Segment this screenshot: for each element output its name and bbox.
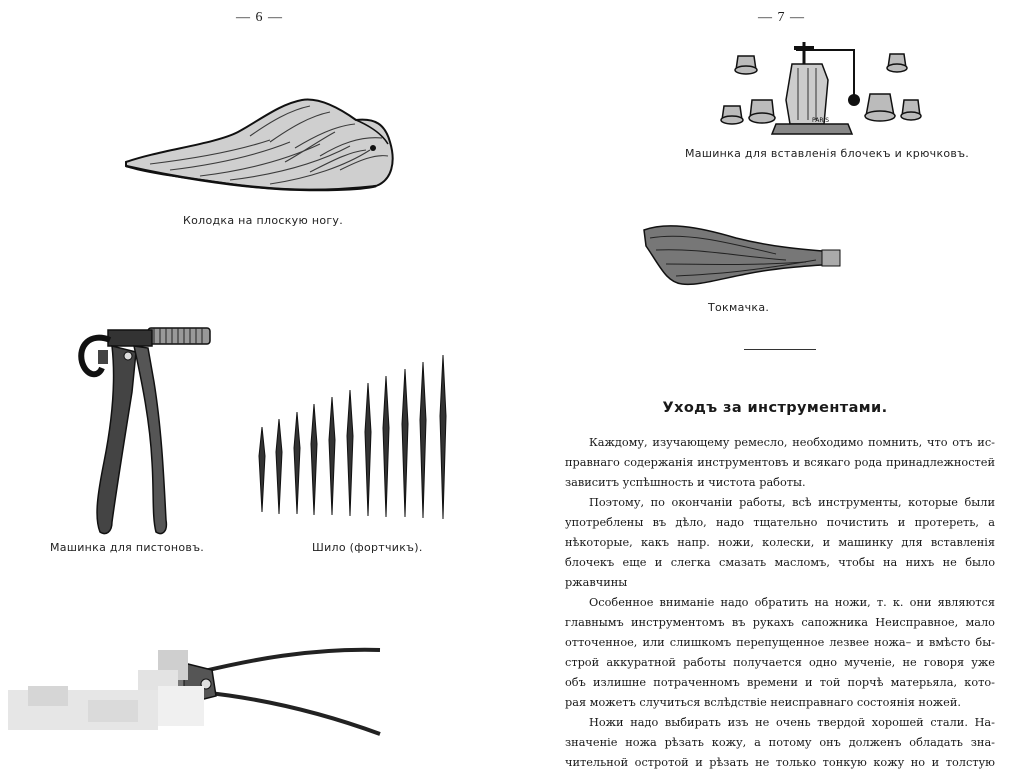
caption-piston-machine: Машинка для пистоновъ. [50, 541, 205, 554]
caption-awls: Шило (фортчикъ). [312, 541, 423, 554]
body-line: употреблены въ дѣло, надо тщательно почистить и протереть, а [565, 516, 995, 529]
body-line: правнаго содержанія инструментовъ и всякаго рода принадлежностей [565, 456, 995, 469]
section-title: Уходъ за инструментами. [662, 400, 888, 416]
body-line: Каждому, изучающему ремесло, необходимо помнить, что отъ ис- [589, 436, 995, 449]
body-line: значеніе ножа рѣзать кожу, а потому онъ долженъ обладать зна- [565, 736, 995, 749]
shoe-last-illustration [120, 92, 410, 198]
divider-rule [744, 349, 816, 350]
body-line: Поэтому, по окончаніи работы, всѣ инструменты, которые были [589, 496, 995, 509]
caption-tokmachka: Токмачка. [708, 301, 770, 314]
body-line: строй аккуратной работы получается одно мученіе, не говоря уже [565, 656, 995, 669]
page-number-left: — 6 — [236, 10, 283, 25]
section-body [565, 433, 995, 773]
body-line: зависитъ успѣшность и чистота работы. [565, 476, 806, 489]
machine-brand-label: PARIS [812, 117, 830, 124]
body-line: рая можетъ случиться вслѣдствіе неисправнаго состоянія ножей. [565, 696, 961, 709]
body-line: блочекъ еще и слегка смазать масломъ, чтобы на нихъ не было [565, 556, 995, 569]
body-line: Особенное вниманіе надо обратить на ножи, т. к. они являются [589, 596, 995, 609]
body-line: чительной остротой и рѣзать не только тонкую кожу но и толстую [565, 756, 995, 769]
body-line: отточенное, или слишкомъ перепущенное лезвее ножа– и вмѣсто бы- [565, 636, 995, 649]
blurred-area [8, 650, 208, 730]
caption-grommet-machine: Машинка для вставленія блочекъ и крючковъ. [685, 147, 970, 160]
body-line: Ножи надо выбирать изъ не очень твердой хорошей стали. На- [589, 716, 995, 729]
body-line: нѣкоторые, какъ напр. ножи, колески, и машинку для вставленія [565, 536, 995, 549]
body-line: объ излишне потраченномъ времени и той порчѣ матерьяла, кото- [565, 676, 995, 689]
body-line: ржавчины [565, 576, 628, 589]
body-line: главнымъ инструментомъ въ рукахъ сапожника Неисправное, мало [565, 616, 995, 629]
grommet-machine-illustration [712, 40, 930, 138]
piston-machine-illustration [72, 322, 214, 537]
page-number-right: — 7 — [758, 10, 805, 25]
awls-illustration [252, 352, 457, 524]
caption-last: Колодка на плоскую ногу. [183, 214, 344, 227]
tokmachka-illustration [636, 216, 846, 288]
